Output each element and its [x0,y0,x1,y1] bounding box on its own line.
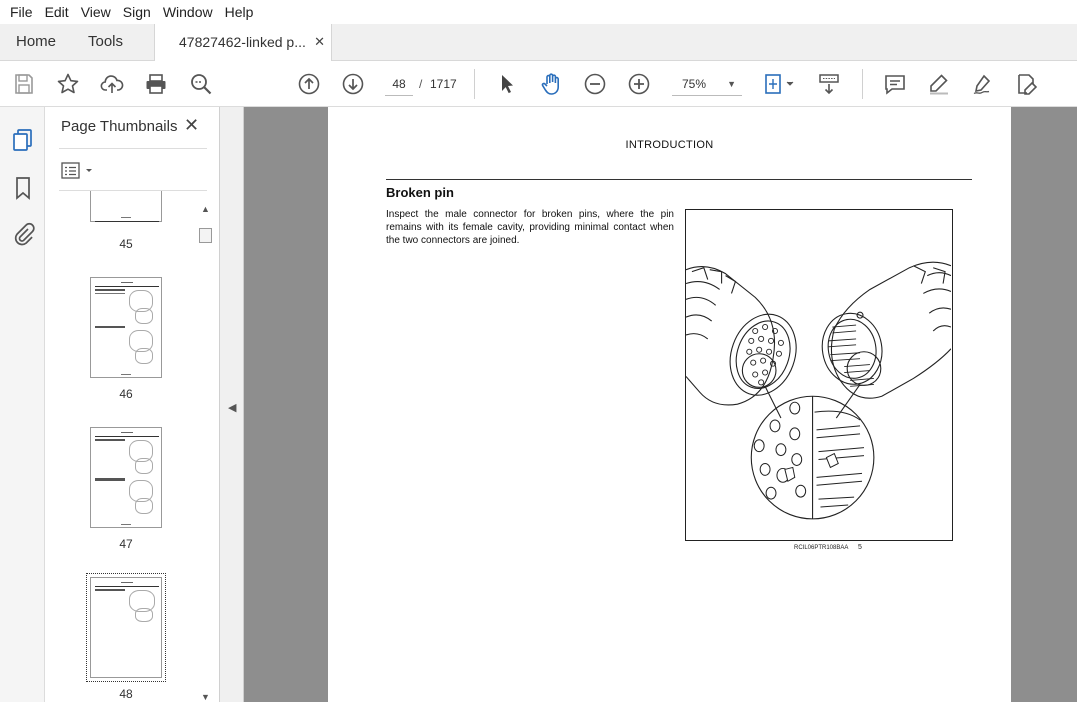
thumbnail-figure [135,308,153,324]
thumbnail-footer-text [121,217,131,218]
thumbnail-rule [95,586,159,587]
thumbnail-label: 45 [119,237,133,251]
menu-view[interactable]: View [80,4,111,20]
thumbnail-page[interactable] [90,427,162,528]
thumbnail-scrollbar[interactable] [198,204,214,702]
menu-edit[interactable]: Edit [44,4,69,20]
thumbnail-label: 48 [119,687,133,701]
bookmarks-icon[interactable] [10,175,36,201]
total-pages: 1717 [430,77,457,91]
thumbnail-page-selected[interactable] [90,577,162,678]
options-list-icon [61,161,101,181]
close-tab-icon[interactable]: ✕ [314,34,325,49]
thumbnail-text [95,439,125,441]
search-zoom-icon[interactable] [188,71,214,97]
thumbnail-text [95,326,125,328]
save-icon[interactable] [11,71,37,97]
document-page [328,107,1011,702]
chevron-down-icon: ▼ [727,79,736,89]
highlight-icon[interactable] [926,71,952,97]
thumbnail-text [95,478,125,481]
tab-tools[interactable]: Tools [88,33,124,50]
panel-title: Page Thumbnails [61,118,178,135]
toolbar-divider [862,69,863,99]
scroll-up-icon[interactable]: ▲ [201,204,210,214]
previous-page-icon[interactable] [296,71,322,97]
tab-bar [0,24,1077,61]
scroll-down-icon[interactable]: ▼ [201,692,210,702]
thumbnail-rule [95,286,159,287]
thumbnail-list [45,191,205,702]
select-cursor-icon[interactable] [494,71,520,97]
zoom-value: 75% [682,77,707,91]
thumbnail-text [95,293,125,294]
upload-icon[interactable] [99,71,125,97]
thumbnail-figure [135,498,153,514]
menu-file[interactable]: File [10,4,33,20]
page-thumbnails-icon[interactable] [10,127,36,153]
tab-home[interactable]: Home [16,33,57,50]
header-rule [386,179,972,180]
page-separator: / [419,77,423,91]
menu-bar [0,0,1077,24]
collapse-panel-icon[interactable]: ◀ [228,402,237,414]
scrollbar-thumb[interactable] [199,228,212,243]
attachments-icon[interactable] [10,220,36,246]
connector-pins-drawing [686,210,951,539]
section-title: Broken pin [386,185,454,200]
panel-splitter[interactable] [220,107,244,702]
thumbnails-panel [45,107,220,702]
menu-window[interactable]: Window [162,4,213,20]
thumbnail-options-menu[interactable] [61,161,101,181]
thumbnail-footer-text [121,524,131,525]
sign-icon[interactable] [970,71,996,97]
zoom-out-icon[interactable] [582,71,608,97]
hand-tool-icon[interactable] [538,71,564,97]
fit-page-icon[interactable] [763,71,797,97]
zoom-in-icon[interactable] [626,71,652,97]
thumbnail-header [121,432,133,433]
thumbnail-footer-text [121,374,131,375]
menu-sign[interactable]: Sign [122,4,151,20]
print-icon[interactable] [143,71,169,97]
toolbar-divider [474,69,475,99]
toolbar [0,61,1077,107]
thumbnail-header [121,282,133,283]
thumbnail-page[interactable] [90,191,162,222]
tab-document[interactable] [154,24,332,61]
comment-icon[interactable] [882,71,908,97]
page-header: INTRODUCTION [625,139,714,151]
connector-illustration [685,209,953,541]
figure-caption: RCIL06PTR108BAA [794,545,849,551]
thumbnail-label: 46 [119,387,133,401]
thumbnail-figure [135,458,153,474]
current-page-input[interactable]: 48 [385,72,413,96]
body-text: Inspect the male connector for broken pins, where the pin remains with its female cavity, providing minimal contact when the two connectors are joined. [386,209,674,246]
navigation-rail [0,107,45,702]
thumbnail-footer-rule [95,221,159,222]
divider [59,148,207,149]
thumbnail-text [95,589,125,591]
scroll-mode-icon[interactable] [816,71,842,97]
thumbnail-header [121,582,133,583]
next-page-icon[interactable] [340,71,366,97]
thumbnail-text [95,289,125,291]
bookmark-star-icon[interactable] [55,71,81,97]
document-viewer[interactable] [244,107,1077,702]
edit-pdf-icon[interactable] [1014,71,1040,97]
close-icon[interactable]: ✕ [184,115,200,135]
thumbnail-page[interactable] [90,277,162,378]
menu-help[interactable]: Help [224,4,254,20]
thumbnail-figure [135,608,153,622]
thumbnail-rule [95,436,159,437]
thumbnail-label: 47 [119,537,133,551]
tab-document-label: 47827462-linked p... [179,34,306,50]
zoom-select[interactable] [672,72,742,96]
figure-number: 5 [858,544,862,551]
thumbnail-figure [135,348,153,364]
